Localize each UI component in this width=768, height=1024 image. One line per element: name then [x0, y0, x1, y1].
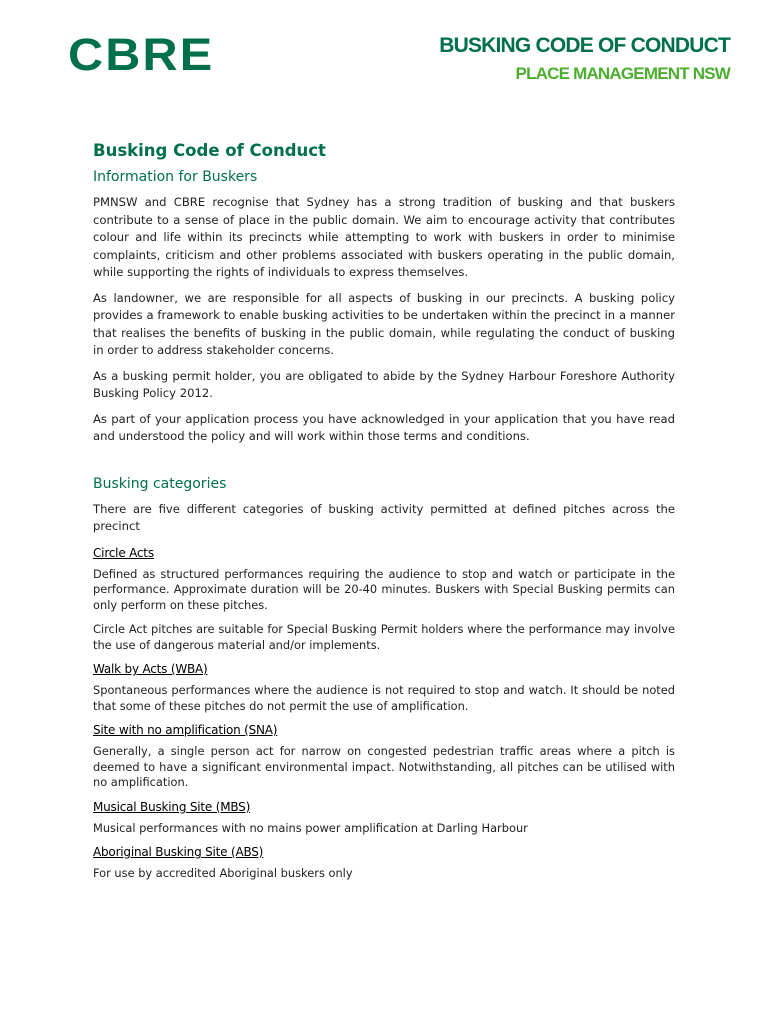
categories-section: [93, 476, 675, 882]
category-description: Spontaneous performances where the audience is not required to stop and watch. It should be noted that some of these pitches do not permit the use of amplification.: [93, 683, 675, 713]
document-body: [93, 141, 675, 891]
info-section: [93, 169, 675, 446]
category-title-aboriginal-busking-site: Aboriginal Busking Site (ABS): [93, 845, 264, 859]
category-description: For use by accredited Aboriginal buskers only: [93, 866, 353, 880]
document-title: BUSKING CODE OF CONDUCT: [439, 34, 730, 57]
category-title-walk-by-acts: Walk by Acts (WBA): [93, 662, 208, 676]
category-title-circle-acts: Circle Acts: [93, 545, 154, 560]
category-description: Musical performances with no mains power amplification at Darling Harbour: [93, 820, 528, 835]
document-subtitle: PLACE MANAGEMENT NSW: [515, 64, 730, 83]
category-description: Generally, a single person act for narrow on congested pedestrian traffic areas where a pitch is deemed to have a significant environmental impact. Notwithstanding, all pitches can be utilised with no amplification.: [93, 744, 675, 789]
category-title-musical-busking-site: Musical Busking Site (MBS): [93, 799, 251, 814]
info-paragraph: As a busking permit holder, you are obligated to abide by the Sydney Harbour Foreshore Authority Busking Policy 2012.: [93, 368, 675, 400]
categories-intro: There are five different categories of busking activity permitted at defined pitches across the precinct: [93, 501, 675, 533]
page-title: Busking Code of Conduct: [93, 141, 326, 160]
category-title-site-no-amplification: Site with no amplification (SNA): [93, 723, 278, 737]
categories-heading: Busking categories: [93, 475, 227, 492]
info-paragraph: As part of your application process you have acknowledged in your application that you have read and understood the policy and will work within those terms and conditions.: [93, 411, 675, 443]
info-paragraph: As landowner, we are responsible for all aspects of busking in our precincts. A busking policy provides a framework to enable busking activities to be undertaken within the precinct in a manner that realises the benefits of busking in the public domain, while regulating the conduct of busking in order to address stakeholder concerns.: [93, 290, 675, 357]
category-description: Circle Act pitches are suitable for Special Busking Permit holders where the performance may involve the use of dangerous material and/or implements.: [93, 622, 675, 652]
cbre-logo: CBRE: [68, 29, 215, 80]
info-heading: Information for Buskers: [93, 169, 258, 185]
category-description: Defined as structured performances requiring the audience to stop and watch or participate in the performance. Approximate duration will be 20-40 minutes. Buskers with Special Busking permits can only perform on these pitches.: [93, 566, 675, 612]
info-paragraph: PMNSW and CBRE recognise that Sydney has a strong tradition of busking and that buskers contribute to a sense of place in the public domain. We aim to encourage activity that contributes colour and life within its precincts while attempting to work with buskers in order to minimise complaints, criticism and other problems associated with buskers operating in the public domain, while supporting the rights of individuals to express themselves.: [93, 195, 675, 279]
